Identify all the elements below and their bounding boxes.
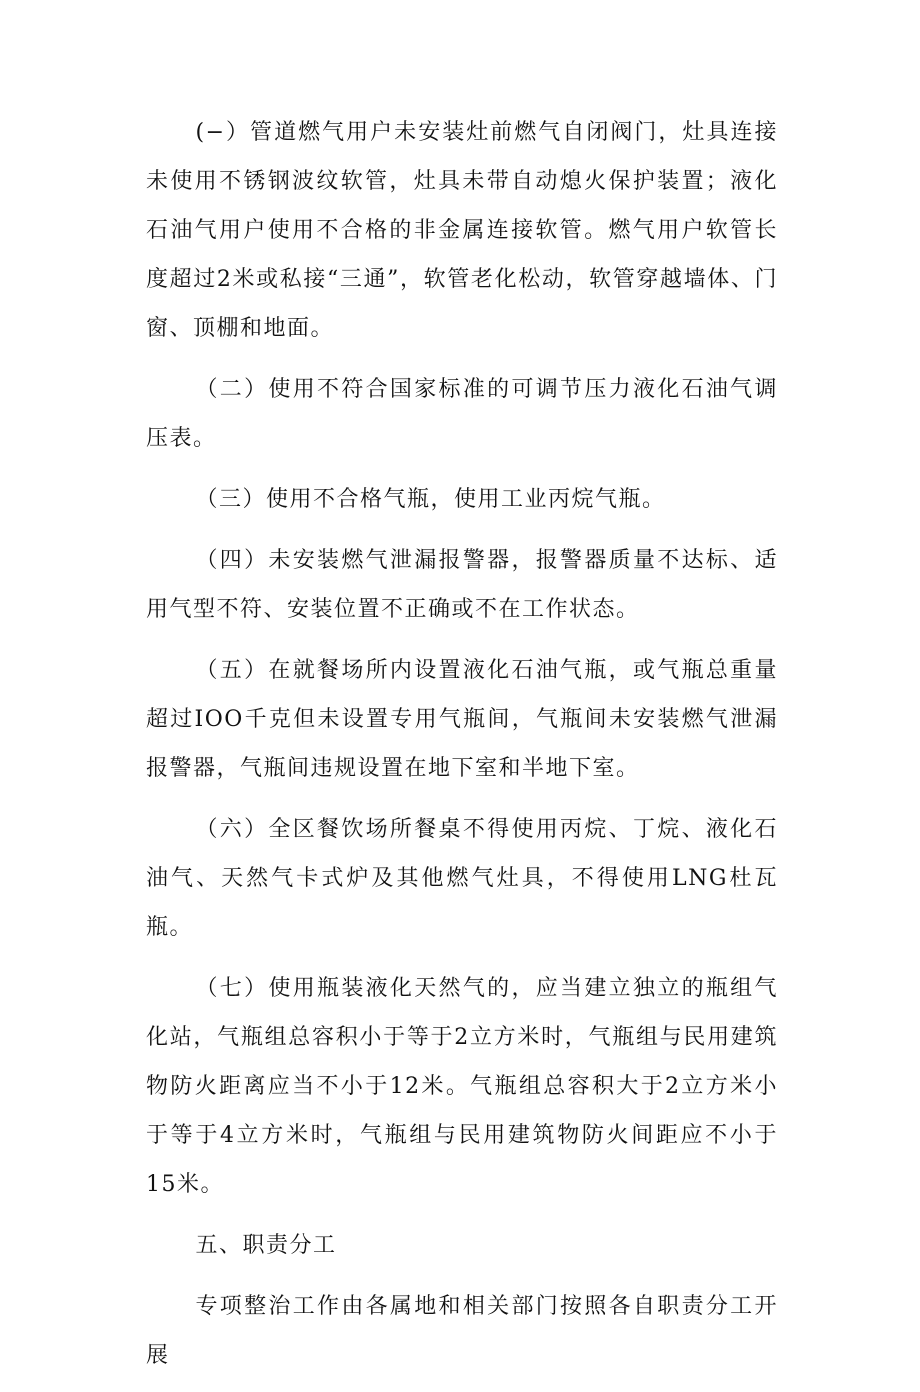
paragraph-item-6: （六）全区餐饮场所餐桌不得使用丙烷、丁烷、液化石油气、天然气卡式炉及其他燃气灶具，不得使用LNG杜瓦瓶。 bbox=[146, 817, 778, 940]
document-body bbox=[146, 108, 778, 1392]
paragraph-item-2: （二）使用不符合国家标准的可调节压力液化石油气调压表。 bbox=[146, 377, 778, 451]
paragraph-item-4: （四）未安装燃气泄漏报警器，报警器质量不达标、适用气型不符、安装位置不正确或不在工作状态。 bbox=[146, 548, 778, 622]
section-heading: 五、职责分工 bbox=[195, 1233, 337, 1258]
paragraph-item-7: （七）使用瓶装液化天然气的，应当建立独立的瓶组气化站，气瓶组总容积小于等于2立方米时，气瓶组与民用建筑物防火距离应当不小于12米。气瓶组总容积大于2立方米小于等于4立方米时，气瓶组与民用建筑物防火间距应不小于15米。 bbox=[146, 976, 778, 1197]
paragraph-item-1: (−）管道燃气用户未安装灶前燃气自闭阀门，灶具连接未使用不锈钢波纹软管，灶具未带自动熄火保护装置；液化石油气用户使用不合格的非金属连接软管。燃气用户软管长度超过2米或私接“三通”，软管老化松动，软管穿越墙体、门窗、顶棚和地面。 bbox=[146, 120, 778, 341]
trailing-paragraph: 专项整治工作由各属地和相关部门按照各自职责分工开展 bbox=[146, 1294, 778, 1368]
paragraph-item-3: （三）使用不合格气瓶，使用工业丙烷气瓶。 bbox=[195, 487, 666, 512]
paragraph-item-5: （五）在就餐场所内设置液化石油气瓶，或气瓶总重量超过IOO千克但未设置专用气瓶间，气瓶间未安装燃气泄漏报警器，气瓶间违规设置在地下室和半地下室。 bbox=[146, 658, 778, 781]
